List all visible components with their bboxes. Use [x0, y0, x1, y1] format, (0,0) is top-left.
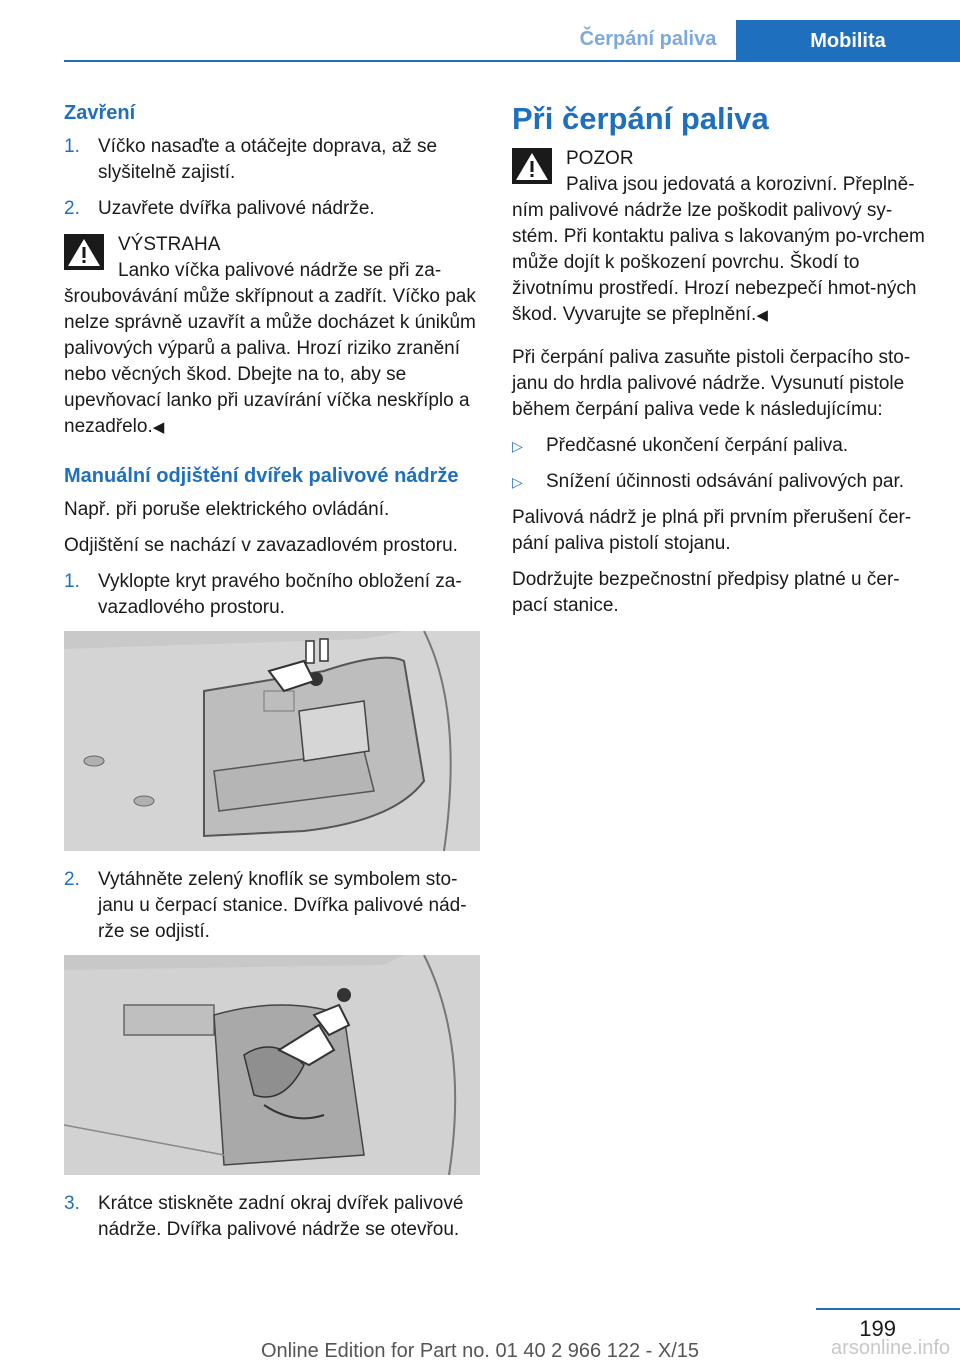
refuel-paragraph-1: Při čerpání paliva zasuňte pistoli čerpacího sto‐janu do hrdla palivové nádrže. Vysunutí pistole během čerpání paliva vede k následujícímu: [512, 347, 911, 420]
header-rule [64, 60, 960, 62]
end-mark-icon: ◀ [152, 419, 165, 436]
refuel-paragraph-2: Palivová nádrž je plná při prvním přerušení čer‐pání paliva pistolí stojanu. [512, 507, 912, 554]
step-text: Vyklopte kryt pravého bočního obložení za‐vazadlového prostoru. [98, 571, 462, 618]
step-text: Víčko nasaďte a otáčejte doprava, až se slyšitelně zajistí. [98, 136, 438, 183]
header-chapter-tab: Mobilita [736, 20, 960, 62]
step-number: 3. [64, 1193, 80, 1214]
right-column [512, 100, 928, 629]
manual-intro-2: Odjištění se nachází v zavazadlovém prostoru. [64, 535, 458, 556]
closing-step-1 [64, 134, 480, 186]
step-text: Vytáhněte zelený knoflík se symbolem sto‐janu u čerpací stanice. Dvířka palivové nád‐rže se odjistí. [98, 869, 467, 942]
step-number: 2. [64, 869, 80, 890]
bullet-item [512, 433, 928, 459]
figure-trunk-cover [64, 631, 480, 851]
caution-box [512, 146, 928, 329]
warning-triangle-icon [64, 234, 104, 270]
caution-title: POZOR [566, 148, 634, 169]
step-number: 2. [64, 198, 80, 219]
manual-step-1 [64, 569, 480, 621]
caution-body: ním palivové nádrže lze poškodit palivový sy‐stém. Při kontaktu paliva s lakovaným po‐vrchem může dojít k poškození povrchu. Škodí to životnímu prostředí. Hrozí nebezpečí hmot‐ných škod. Vyvarujte se přeplnění. [512, 200, 925, 325]
bullet-text: Předčasné ukončení čerpání paliva. [546, 435, 849, 456]
refuel-heading: Při čerpání paliva [512, 101, 769, 136]
trunk-cover-illustration [64, 631, 480, 851]
page-number: 199 [859, 1316, 896, 1341]
closing-heading: Zavření [64, 102, 136, 124]
step-number: 1. [64, 136, 80, 157]
caution-first-line: Paliva jsou jedovatá a korozivní. Přeplně‐ [566, 174, 915, 195]
step-text: Krátce stiskněte zadní okraj dvířek palivové nádrže. Dvířka palivové nádrže se otevřou. [98, 1193, 464, 1240]
watermark: arsonline.info [831, 1337, 950, 1359]
warning-box [64, 232, 480, 441]
edition-note: Online Edition for Part no. 01 40 2 966 122 - X/15 [260, 1340, 700, 1362]
figure-release-knob [64, 955, 480, 1175]
refuel-paragraph-3: Dodržujte bezpečnostní předpisy platné u čer‐pací stanice. [512, 569, 900, 616]
header-section-title: Čerpání paliva [579, 28, 717, 50]
warning-first-line: Lanko víčka palivové nádrže se při za‐ [118, 260, 442, 281]
manual-heading: Manuální odjištění dvířek palivové nádrže [64, 465, 459, 487]
manual-step-3 [64, 1191, 480, 1243]
step-number: 1. [64, 571, 80, 592]
warning-title: VÝSTRAHA [118, 234, 221, 255]
triangle-bullet-icon: ▷ [512, 438, 523, 454]
closing-step-2 [64, 196, 480, 222]
manual-intro-1: Např. při poruše elektrického ovládání. [64, 499, 390, 520]
triangle-bullet-icon: ▷ [512, 474, 523, 490]
warning-triangle-icon [512, 148, 552, 184]
step-text: Uzavřete dvířka palivové nádrže. [98, 198, 375, 219]
manual-step-2 [64, 867, 480, 945]
bullet-item [512, 469, 928, 495]
footer-rule [816, 1308, 960, 1310]
end-mark-icon: ◀ [756, 307, 768, 324]
release-knob-illustration [64, 955, 480, 1175]
bullet-text: Snížení účinnosti odsávání palivových par. [546, 471, 905, 492]
warning-body: šroubovávání může skřípnout a zadřít. Víčko pak nelze správně uzavřít a může docházet k únikům palivových výparů a paliva. Hrozí riziko zranění nebo věcných škod. Dbejte na to, aby se upevňovací lanko při uzavírání víčka neskříplo a nezadřelo. [64, 286, 476, 437]
left-column [64, 100, 480, 1253]
